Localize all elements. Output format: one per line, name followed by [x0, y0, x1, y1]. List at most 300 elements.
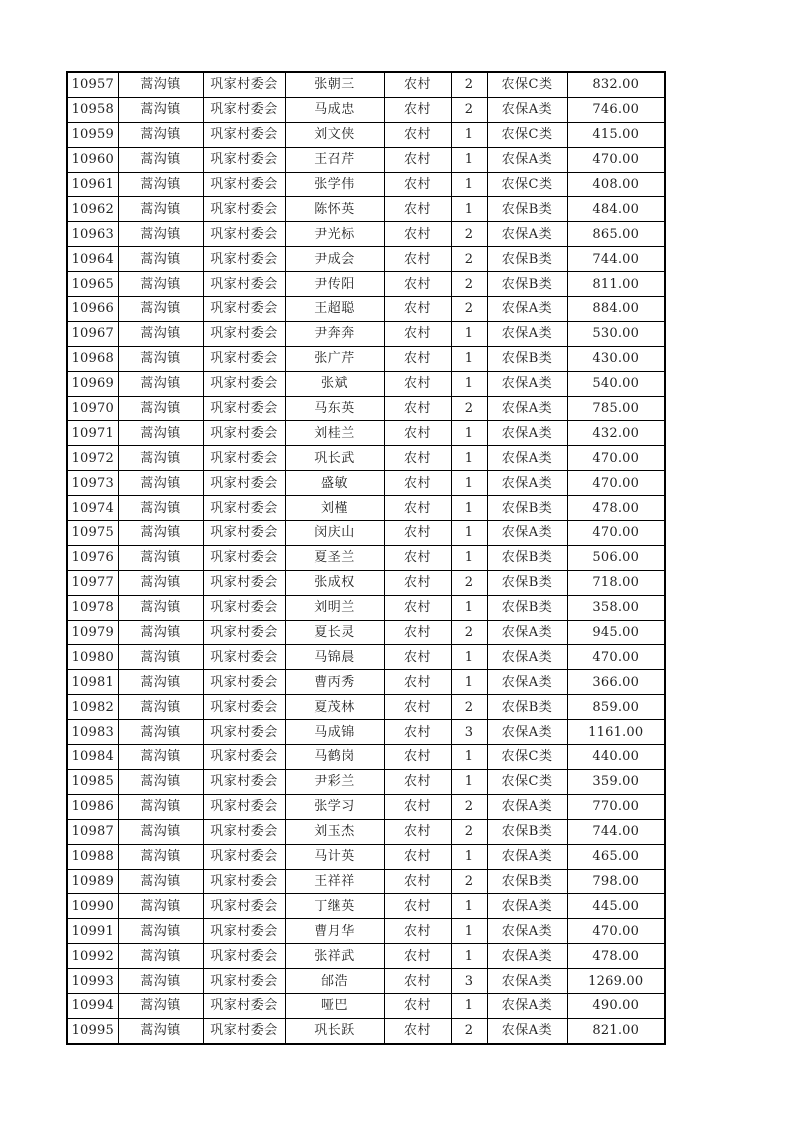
- cell-insurance-category: 农保A类: [487, 844, 567, 869]
- table-row: [67, 197, 665, 222]
- cell-household-type: 农村: [384, 819, 451, 844]
- cell-insurance-category: 农保A类: [487, 471, 567, 496]
- cell-insurance-category: 农保A类: [487, 894, 567, 919]
- cell-insurance-category: 农保B类: [487, 869, 567, 894]
- cell-amount: 465.00: [567, 844, 665, 869]
- cell-person-count: 1: [451, 769, 487, 794]
- cell-amount: 470.00: [567, 645, 665, 670]
- cell-amount: 432.00: [567, 421, 665, 446]
- cell-household-type: 农村: [384, 794, 451, 819]
- cell-village-committee: 巩家村委会: [203, 446, 285, 471]
- table-row: [67, 794, 665, 819]
- cell-village-committee: 巩家村委会: [203, 346, 285, 371]
- cell-village-committee: 巩家村委会: [203, 122, 285, 147]
- cell-person-count: 1: [451, 944, 487, 969]
- table-row: [67, 147, 665, 172]
- cell-household-type: 农村: [384, 122, 451, 147]
- cell-insurance-category: 农保C类: [487, 769, 567, 794]
- cell-person-count: 3: [451, 720, 487, 745]
- cell-village-committee: 巩家村委会: [203, 172, 285, 197]
- cell-village-committee: 巩家村委会: [203, 944, 285, 969]
- cell-amount: 785.00: [567, 396, 665, 421]
- cell-village-committee: 巩家村委会: [203, 521, 285, 546]
- cell-amount: 744.00: [567, 247, 665, 272]
- cell-amount: 408.00: [567, 172, 665, 197]
- cell-insurance-category: 农保A类: [487, 944, 567, 969]
- cell-household-type: 农村: [384, 371, 451, 396]
- cell-village-committee: 巩家村委会: [203, 247, 285, 272]
- cell-village-committee: 巩家村委会: [203, 471, 285, 496]
- cell-serial-number: 10979: [67, 620, 118, 645]
- cell-amount: 945.00: [567, 620, 665, 645]
- table-row: [67, 844, 665, 869]
- cell-town: 蒿沟镇: [118, 944, 203, 969]
- cell-town: 蒿沟镇: [118, 794, 203, 819]
- cell-serial-number: 10992: [67, 944, 118, 969]
- cell-household-type: 农村: [384, 496, 451, 521]
- cell-insurance-category: 农保B类: [487, 496, 567, 521]
- cell-amount: 470.00: [567, 919, 665, 944]
- cell-person-name: 马计英: [285, 844, 384, 869]
- cell-town: 蒿沟镇: [118, 222, 203, 247]
- cell-person-name: 刘槿: [285, 496, 384, 521]
- cell-village-committee: 巩家村委会: [203, 769, 285, 794]
- cell-person-count: 3: [451, 969, 487, 994]
- cell-person-count: 2: [451, 247, 487, 272]
- cell-insurance-category: 农保A类: [487, 396, 567, 421]
- cell-person-name: 夏圣兰: [285, 545, 384, 570]
- cell-serial-number: 10976: [67, 545, 118, 570]
- cell-amount: 859.00: [567, 695, 665, 720]
- cell-household-type: 农村: [384, 346, 451, 371]
- cell-village-committee: 巩家村委会: [203, 371, 285, 396]
- cell-person-count: 2: [451, 222, 487, 247]
- cell-serial-number: 10966: [67, 297, 118, 322]
- table-row: [67, 944, 665, 969]
- cell-insurance-category: 农保A类: [487, 645, 567, 670]
- cell-household-type: 农村: [384, 670, 451, 695]
- cell-village-committee: 巩家村委会: [203, 197, 285, 222]
- table-row: [67, 745, 665, 770]
- cell-town: 蒿沟镇: [118, 72, 203, 97]
- cell-town: 蒿沟镇: [118, 122, 203, 147]
- cell-village-committee: 巩家村委会: [203, 620, 285, 645]
- cell-person-name: 尹传阳: [285, 272, 384, 297]
- cell-serial-number: 10958: [67, 97, 118, 122]
- cell-person-name: 闵庆山: [285, 521, 384, 546]
- table-row: [67, 545, 665, 570]
- cell-person-count: 2: [451, 570, 487, 595]
- cell-amount: 470.00: [567, 521, 665, 546]
- cell-amount: 506.00: [567, 545, 665, 570]
- cell-person-name: 张成权: [285, 570, 384, 595]
- cell-person-count: 1: [451, 147, 487, 172]
- cell-amount: 746.00: [567, 97, 665, 122]
- table-row: [67, 471, 665, 496]
- cell-village-committee: 巩家村委会: [203, 720, 285, 745]
- cell-amount: 470.00: [567, 446, 665, 471]
- table-row: [67, 570, 665, 595]
- cell-serial-number: 10990: [67, 894, 118, 919]
- cell-serial-number: 10975: [67, 521, 118, 546]
- cell-person-name: 巩长武: [285, 446, 384, 471]
- table-row: [67, 496, 665, 521]
- cell-village-committee: 巩家村委会: [203, 272, 285, 297]
- table-row: [67, 670, 665, 695]
- cell-person-name: 曹丙秀: [285, 670, 384, 695]
- cell-household-type: 农村: [384, 894, 451, 919]
- cell-town: 蒿沟镇: [118, 969, 203, 994]
- table-row: [67, 695, 665, 720]
- cell-household-type: 农村: [384, 919, 451, 944]
- table-row: [67, 371, 665, 396]
- cell-household-type: 农村: [384, 72, 451, 97]
- cell-town: 蒿沟镇: [118, 720, 203, 745]
- cell-insurance-category: 农保B类: [487, 346, 567, 371]
- cell-person-count: 1: [451, 670, 487, 695]
- cell-amount: 744.00: [567, 819, 665, 844]
- cell-village-committee: 巩家村委会: [203, 670, 285, 695]
- cell-serial-number: 10994: [67, 993, 118, 1018]
- table-row: [67, 869, 665, 894]
- cell-amount: 359.00: [567, 769, 665, 794]
- cell-person-count: 1: [451, 919, 487, 944]
- table-row: [67, 172, 665, 197]
- cell-village-committee: 巩家村委会: [203, 794, 285, 819]
- cell-town: 蒿沟镇: [118, 147, 203, 172]
- cell-amount: 821.00: [567, 1018, 665, 1043]
- cell-person-name: 尹成会: [285, 247, 384, 272]
- cell-town: 蒿沟镇: [118, 471, 203, 496]
- cell-village-committee: 巩家村委会: [203, 993, 285, 1018]
- cell-town: 蒿沟镇: [118, 844, 203, 869]
- cell-town: 蒿沟镇: [118, 695, 203, 720]
- table-row: [67, 297, 665, 322]
- cell-serial-number: 10982: [67, 695, 118, 720]
- cell-village-committee: 巩家村委会: [203, 321, 285, 346]
- cell-household-type: 农村: [384, 869, 451, 894]
- table-row: [67, 819, 665, 844]
- cell-town: 蒿沟镇: [118, 97, 203, 122]
- cell-serial-number: 10970: [67, 396, 118, 421]
- table-row: [67, 247, 665, 272]
- cell-serial-number: 10981: [67, 670, 118, 695]
- cell-town: 蒿沟镇: [118, 919, 203, 944]
- cell-insurance-category: 农保B类: [487, 247, 567, 272]
- table-row: [67, 72, 665, 97]
- cell-person-name: 哑巴: [285, 993, 384, 1018]
- cell-amount: 1161.00: [567, 720, 665, 745]
- cell-serial-number: 10985: [67, 769, 118, 794]
- cell-town: 蒿沟镇: [118, 396, 203, 421]
- cell-amount: 478.00: [567, 496, 665, 521]
- cell-serial-number: 10959: [67, 122, 118, 147]
- cell-village-committee: 巩家村委会: [203, 570, 285, 595]
- cell-village-committee: 巩家村委会: [203, 1018, 285, 1043]
- cell-village-committee: 巩家村委会: [203, 396, 285, 421]
- cell-person-name: 马锦晨: [285, 645, 384, 670]
- table-body: [67, 72, 665, 1044]
- cell-person-count: 1: [451, 894, 487, 919]
- cell-person-name: 张祥武: [285, 944, 384, 969]
- cell-household-type: 农村: [384, 147, 451, 172]
- cell-household-type: 农村: [384, 247, 451, 272]
- cell-serial-number: 10961: [67, 172, 118, 197]
- cell-town: 蒿沟镇: [118, 247, 203, 272]
- cell-person-name: 尹奔奔: [285, 321, 384, 346]
- cell-insurance-category: 农保B类: [487, 545, 567, 570]
- cell-insurance-category: 农保A类: [487, 919, 567, 944]
- cell-household-type: 农村: [384, 595, 451, 620]
- cell-person-count: 2: [451, 396, 487, 421]
- cell-insurance-category: 农保A类: [487, 620, 567, 645]
- cell-serial-number: 10995: [67, 1018, 118, 1043]
- cell-household-type: 农村: [384, 844, 451, 869]
- cell-village-committee: 巩家村委会: [203, 595, 285, 620]
- cell-person-count: 2: [451, 1018, 487, 1043]
- cell-amount: 478.00: [567, 944, 665, 969]
- cell-person-count: 1: [451, 421, 487, 446]
- cell-amount: 540.00: [567, 371, 665, 396]
- cell-insurance-category: 农保B类: [487, 272, 567, 297]
- cell-amount: 770.00: [567, 794, 665, 819]
- cell-town: 蒿沟镇: [118, 670, 203, 695]
- cell-person-count: 1: [451, 371, 487, 396]
- cell-person-count: 2: [451, 97, 487, 122]
- cell-person-count: 1: [451, 993, 487, 1018]
- cell-village-committee: 巩家村委会: [203, 421, 285, 446]
- cell-household-type: 农村: [384, 1018, 451, 1043]
- cell-person-name: 刘玉杰: [285, 819, 384, 844]
- cell-household-type: 农村: [384, 720, 451, 745]
- cell-insurance-category: 农保A类: [487, 794, 567, 819]
- cell-serial-number: 10988: [67, 844, 118, 869]
- cell-town: 蒿沟镇: [118, 620, 203, 645]
- cell-serial-number: 10986: [67, 794, 118, 819]
- cell-serial-number: 10983: [67, 720, 118, 745]
- cell-person-name: 刘桂兰: [285, 421, 384, 446]
- cell-town: 蒿沟镇: [118, 297, 203, 322]
- cell-person-name: 张学习: [285, 794, 384, 819]
- cell-town: 蒿沟镇: [118, 346, 203, 371]
- cell-person-count: 1: [451, 496, 487, 521]
- cell-household-type: 农村: [384, 745, 451, 770]
- cell-insurance-category: 农保A类: [487, 1018, 567, 1043]
- cell-town: 蒿沟镇: [118, 521, 203, 546]
- cell-person-name: 陈怀英: [285, 197, 384, 222]
- cell-person-name: 夏茂林: [285, 695, 384, 720]
- cell-village-committee: 巩家村委会: [203, 894, 285, 919]
- cell-insurance-category: 农保A类: [487, 446, 567, 471]
- cell-serial-number: 10965: [67, 272, 118, 297]
- cell-village-committee: 巩家村委会: [203, 97, 285, 122]
- cell-town: 蒿沟镇: [118, 272, 203, 297]
- cell-person-name: 王召芹: [285, 147, 384, 172]
- cell-person-name: 尹光标: [285, 222, 384, 247]
- cell-household-type: 农村: [384, 197, 451, 222]
- cell-person-name: 马成锦: [285, 720, 384, 745]
- table-row: [67, 122, 665, 147]
- cell-household-type: 农村: [384, 695, 451, 720]
- cell-household-type: 农村: [384, 570, 451, 595]
- cell-town: 蒿沟镇: [118, 570, 203, 595]
- cell-serial-number: 10978: [67, 595, 118, 620]
- cell-amount: 718.00: [567, 570, 665, 595]
- cell-serial-number: 10957: [67, 72, 118, 97]
- cell-amount: 798.00: [567, 869, 665, 894]
- cell-village-committee: 巩家村委会: [203, 545, 285, 570]
- cell-town: 蒿沟镇: [118, 321, 203, 346]
- table-row: [67, 894, 665, 919]
- table-row: [67, 396, 665, 421]
- cell-town: 蒿沟镇: [118, 993, 203, 1018]
- cell-person-count: 2: [451, 695, 487, 720]
- table-row: [67, 222, 665, 247]
- cell-household-type: 农村: [384, 396, 451, 421]
- cell-person-name: 刘文侠: [285, 122, 384, 147]
- cell-town: 蒿沟镇: [118, 446, 203, 471]
- cell-serial-number: 10993: [67, 969, 118, 994]
- cell-amount: 430.00: [567, 346, 665, 371]
- cell-person-count: 1: [451, 595, 487, 620]
- cell-household-type: 农村: [384, 545, 451, 570]
- cell-amount: 832.00: [567, 72, 665, 97]
- cell-insurance-category: 农保A类: [487, 969, 567, 994]
- cell-serial-number: 10969: [67, 371, 118, 396]
- cell-insurance-category: 农保A类: [487, 147, 567, 172]
- cell-town: 蒿沟镇: [118, 745, 203, 770]
- cell-person-count: 2: [451, 620, 487, 645]
- cell-serial-number: 10977: [67, 570, 118, 595]
- cell-household-type: 农村: [384, 969, 451, 994]
- cell-amount: 415.00: [567, 122, 665, 147]
- cell-insurance-category: 农保B类: [487, 595, 567, 620]
- cell-person-name: 尹彩兰: [285, 769, 384, 794]
- cell-household-type: 农村: [384, 172, 451, 197]
- cell-village-committee: 巩家村委会: [203, 645, 285, 670]
- cell-insurance-category: 农保B类: [487, 695, 567, 720]
- cell-insurance-category: 农保A类: [487, 371, 567, 396]
- cell-person-name: 张斌: [285, 371, 384, 396]
- cell-serial-number: 10973: [67, 471, 118, 496]
- cell-person-count: 1: [451, 197, 487, 222]
- cell-person-count: 2: [451, 869, 487, 894]
- cell-person-name: 马鹤岗: [285, 745, 384, 770]
- cell-serial-number: 10991: [67, 919, 118, 944]
- cell-insurance-category: 农保C类: [487, 72, 567, 97]
- cell-household-type: 农村: [384, 222, 451, 247]
- cell-person-name: 曹月华: [285, 919, 384, 944]
- table-row: [67, 446, 665, 471]
- cell-household-type: 农村: [384, 321, 451, 346]
- cell-person-count: 1: [451, 321, 487, 346]
- cell-town: 蒿沟镇: [118, 545, 203, 570]
- cell-person-name: 丁继英: [285, 894, 384, 919]
- pension-benefits-table: [66, 71, 666, 1045]
- cell-household-type: 农村: [384, 446, 451, 471]
- cell-person-count: 1: [451, 446, 487, 471]
- table-row: [67, 346, 665, 371]
- cell-person-name: 王超聪: [285, 297, 384, 322]
- cell-village-committee: 巩家村委会: [203, 919, 285, 944]
- cell-person-count: 1: [451, 172, 487, 197]
- cell-amount: 366.00: [567, 670, 665, 695]
- cell-serial-number: 10964: [67, 247, 118, 272]
- cell-person-count: 2: [451, 272, 487, 297]
- cell-insurance-category: 农保A类: [487, 421, 567, 446]
- table-row: [67, 1018, 665, 1043]
- cell-amount: 1269.00: [567, 969, 665, 994]
- table-row: [67, 421, 665, 446]
- cell-person-name: 王祥祥: [285, 869, 384, 894]
- table-row: [67, 645, 665, 670]
- table-row: [67, 993, 665, 1018]
- cell-household-type: 农村: [384, 645, 451, 670]
- cell-amount: 865.00: [567, 222, 665, 247]
- cell-person-name: 盛敏: [285, 471, 384, 496]
- cell-town: 蒿沟镇: [118, 769, 203, 794]
- cell-serial-number: 10960: [67, 147, 118, 172]
- cell-serial-number: 10987: [67, 819, 118, 844]
- cell-person-count: 2: [451, 819, 487, 844]
- cell-insurance-category: 农保A类: [487, 993, 567, 1018]
- cell-insurance-category: 农保C类: [487, 172, 567, 197]
- table-row: [67, 620, 665, 645]
- cell-person-count: 1: [451, 471, 487, 496]
- cell-village-committee: 巩家村委会: [203, 147, 285, 172]
- cell-serial-number: 10989: [67, 869, 118, 894]
- cell-person-count: 1: [451, 844, 487, 869]
- cell-serial-number: 10968: [67, 346, 118, 371]
- cell-village-committee: 巩家村委会: [203, 222, 285, 247]
- table-row: [67, 769, 665, 794]
- cell-town: 蒿沟镇: [118, 869, 203, 894]
- cell-town: 蒿沟镇: [118, 819, 203, 844]
- cell-insurance-category: 农保A类: [487, 521, 567, 546]
- cell-insurance-category: 农保C类: [487, 122, 567, 147]
- cell-town: 蒿沟镇: [118, 172, 203, 197]
- cell-amount: 811.00: [567, 272, 665, 297]
- cell-village-committee: 巩家村委会: [203, 969, 285, 994]
- cell-household-type: 农村: [384, 471, 451, 496]
- cell-amount: 884.00: [567, 297, 665, 322]
- cell-village-committee: 巩家村委会: [203, 297, 285, 322]
- cell-person-count: 2: [451, 794, 487, 819]
- cell-insurance-category: 农保A类: [487, 670, 567, 695]
- cell-household-type: 农村: [384, 620, 451, 645]
- cell-person-count: 2: [451, 72, 487, 97]
- cell-insurance-category: 农保A类: [487, 720, 567, 745]
- cell-insurance-category: 农保C类: [487, 745, 567, 770]
- cell-person-name: 夏长灵: [285, 620, 384, 645]
- cell-village-committee: 巩家村委会: [203, 745, 285, 770]
- cell-amount: 440.00: [567, 745, 665, 770]
- cell-insurance-category: 农保B类: [487, 819, 567, 844]
- cell-town: 蒿沟镇: [118, 645, 203, 670]
- cell-person-count: 2: [451, 297, 487, 322]
- cell-person-count: 1: [451, 346, 487, 371]
- cell-amount: 445.00: [567, 894, 665, 919]
- cell-person-name: 刘明兰: [285, 595, 384, 620]
- cell-insurance-category: 农保A类: [487, 321, 567, 346]
- table-row: [67, 595, 665, 620]
- cell-serial-number: 10972: [67, 446, 118, 471]
- table-row: [67, 321, 665, 346]
- cell-town: 蒿沟镇: [118, 421, 203, 446]
- cell-person-name: 张学伟: [285, 172, 384, 197]
- cell-household-type: 农村: [384, 769, 451, 794]
- cell-person-name: 马东英: [285, 396, 384, 421]
